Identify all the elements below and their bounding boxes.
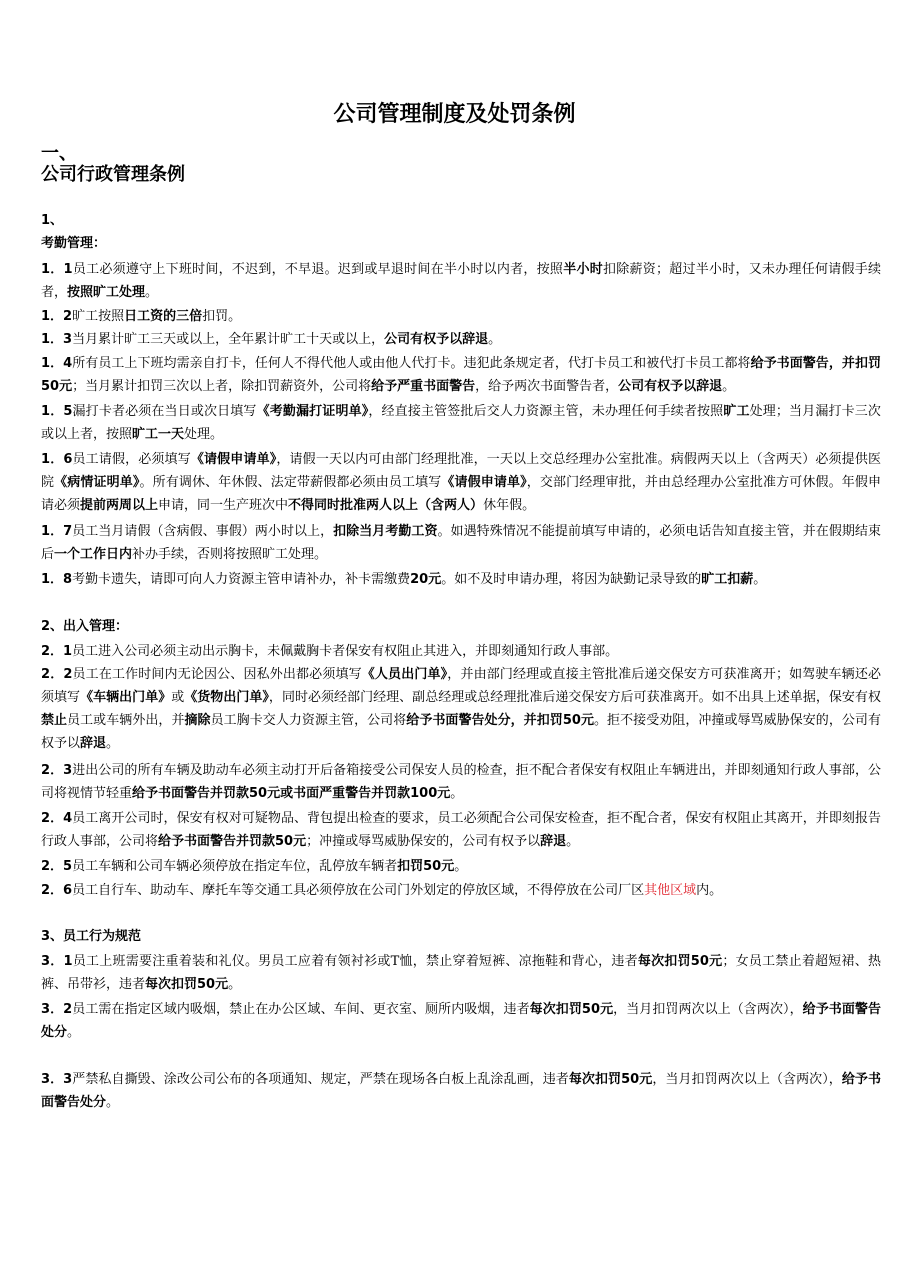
clause-text: 。	[106, 1095, 120, 1110]
clause-emphasis: 给予书面警告处分	[41, 1072, 881, 1110]
clause-emphasis: 《货物出门单》	[184, 690, 269, 705]
clause-emphasis: 20元	[410, 572, 442, 587]
clause-item	[41, 568, 881, 591]
clause-emphasis: 每次扣罚50元	[637, 954, 723, 969]
clause-number: 3．1	[41, 954, 73, 969]
clause-emphasis: 《请假申请单》	[441, 475, 527, 490]
clause-text: 员工胸卡交人力资源主管，公司将	[210, 713, 407, 728]
clause-item	[41, 855, 881, 878]
clause-text: ；冲撞或辱骂威胁保安的，公司有权予以	[306, 834, 541, 849]
clause-emphasis: 一个工作日内	[54, 547, 133, 562]
clause-emphasis: 《考勤漏打证明单》	[256, 404, 369, 419]
clause-text: 。所有调休、年休假、法定带薪假都必须由员工填写	[139, 475, 442, 490]
clause-number: 2．5	[41, 859, 73, 874]
clause-text: ；当月累计扣罚三次以上者，除扣罚薪资外，公司将	[72, 379, 372, 394]
clause-emphasis: 给予书面警告并罚款50元或书面严重警告并罚款100元	[132, 786, 451, 801]
clause-text: 严禁私自撕毁、涂改公司公布的各项通知、规定，严禁在现场各白板上乱涂乱画，违者	[72, 1072, 569, 1087]
clause-emphasis: 每次扣罚50元	[145, 977, 229, 992]
clause-text: ，当月扣罚两次以上（含两次），	[613, 1002, 803, 1017]
clause-number: 1．6	[41, 452, 73, 467]
clause-text: 。	[106, 736, 120, 751]
clause-text: 。	[722, 379, 736, 394]
clause-number: 2．1	[41, 644, 73, 659]
clause-item	[41, 663, 881, 755]
clause-emphasis: 摘除	[184, 713, 211, 728]
clause-text: 。	[753, 572, 767, 587]
clause-highlight: 其他区域	[644, 883, 697, 898]
clause-text: 员工在工作时间内无论因公、因私外出都必须填写	[72, 667, 362, 682]
clause-number: 1．4	[41, 356, 73, 371]
clause-number: 3．3	[41, 1072, 73, 1087]
clause-text: 。	[488, 332, 502, 347]
clause-text: 。	[454, 859, 468, 874]
clause-text: 员工自行车、助动车、摩托车等交通工具必须停放在公司门外划定的停放区域，不得停放在公司厂区	[72, 883, 645, 898]
clause-text: 员工车辆和公司车辆必须停放在指定车位，乱停放车辆者	[72, 859, 398, 874]
clause-text: ，交部门经理审批，并由总经理办公室批准方可休假。年假申请必须	[41, 475, 881, 513]
clause-text: ，同时必须经部门经理、副总经理或总经理批准后递交保安方后可获准离开。如不出具上述单据，保安有权	[268, 690, 881, 705]
clause-number: 1．5	[41, 404, 73, 419]
clause-emphasis: 不得同时批准两人以上（含两人）	[288, 498, 484, 513]
clause-item	[41, 998, 881, 1044]
clause-text: 。	[566, 834, 580, 849]
clause-text: 休年假。	[483, 498, 536, 513]
clause-text: 补办手续，否则将按照旷工处理。	[132, 547, 328, 562]
clause-emphasis: 每次扣罚50元	[568, 1072, 653, 1087]
clause-text: 。如遇特殊情况不能提前填写申请的，必须电话告知直接主管，并在假期结束后	[41, 524, 881, 562]
clause-text: ，当月扣罚两次以上（含两次），	[652, 1072, 842, 1087]
subsection-number: 1、	[41, 213, 64, 228]
clause-emphasis: 给予书面警告，并扣罚50元	[41, 356, 881, 394]
clause-number: 1．3	[41, 332, 73, 347]
clause-number: 1．7	[41, 524, 73, 539]
clause-number: 1．2	[41, 309, 73, 324]
clause-text: ，并由部门经理或直接主管批准后递交保安方可获准离开；如驾驶车辆还必须填写	[41, 667, 881, 705]
clause-item	[41, 448, 881, 517]
clause-text: 处理。	[184, 427, 224, 442]
clause-item	[41, 640, 881, 663]
clause-number: 2．6	[41, 883, 73, 898]
clause-item	[41, 328, 881, 351]
clause-text: 。	[228, 977, 242, 992]
clause-text: 或	[171, 690, 185, 705]
clause-emphasis: 扣罚50元	[397, 859, 455, 874]
clause-emphasis: 禁止	[41, 713, 68, 728]
clause-text: 员工需在指定区域内吸烟，禁止在办公区域、车间、更衣室、厕所内吸烟，违者	[72, 1002, 530, 1017]
clause-emphasis: 旷工一天	[132, 427, 185, 442]
clause-emphasis: 公司有权予以辞退	[618, 379, 723, 394]
clause-number: 1．1	[41, 262, 73, 277]
clause-text: 扣罚。	[202, 309, 242, 324]
clause-text: ；女员工禁止着超短裙、热裤、吊带衫，违者	[41, 954, 882, 992]
clause-item	[41, 305, 881, 328]
clause-emphasis: 给予书面警告处分	[41, 1002, 881, 1040]
clause-text: 当月累计旷工三天或以上，全年累计旷工十天或以上，	[72, 332, 385, 347]
clause-text: 。拒不接受劝阻，冲撞或辱骂威胁保安的，公司有权予以	[41, 713, 881, 751]
clause-emphasis: 《请假申请单》	[190, 452, 277, 467]
clause-emphasis: 辞退	[80, 736, 107, 751]
clause-number: 2．3	[41, 763, 73, 778]
clause-emphasis: 日工资的三倍	[124, 309, 203, 324]
clause-emphasis: 《人员出门单》	[361, 667, 448, 682]
clause-text: 漏打卡者必须在当日或次日填写	[72, 404, 257, 419]
clause-emphasis: 辞退	[540, 834, 567, 849]
clause-text: 员工进入公司必须主动出示胸卡，未佩戴胸卡者保安有权阻止其进入，并即刻通知行政人事部。	[72, 644, 619, 659]
clause-item	[41, 400, 881, 446]
clause-text: 处理；当月漏打卡三次或以上者，按照	[41, 404, 881, 442]
clause-item	[41, 807, 881, 853]
clause-number: 2．2	[41, 667, 73, 682]
clause-item	[41, 759, 881, 805]
clause-text: 。如不及时申请办理，将因为缺勤记录导致的	[441, 572, 702, 587]
clause-number: 3．2	[41, 1002, 73, 1017]
section-heading: 公司行政管理条例	[41, 164, 185, 185]
clause-text: 申请，同一生产班次中	[158, 498, 289, 513]
clause-number: 2．4	[41, 811, 73, 826]
clause-item	[41, 879, 881, 902]
clause-text: 旷工按照	[72, 309, 125, 324]
section-number: 一、	[41, 143, 77, 164]
clause-text: 员工请假，必须填写	[72, 452, 191, 467]
clause-text: 所有员工上下班均需亲自打卡，任何人不得代他人或由他人代打卡。违犯此条规定者，代打卡员工和被代打卡员工都将	[72, 356, 751, 371]
subsection-heading-attendance: 考勤管理：	[41, 236, 107, 251]
clause-emphasis: 旷工	[723, 404, 750, 419]
clause-text: 进出公司的所有车辆及助动车必须主动打开后备箱接受公司保安人员的检查，拒不配合者保安有权阻止车辆进出，并即刻通知行政人事部，公司将视情节轻重	[41, 763, 881, 801]
clause-emphasis: 给予严重书面警告	[371, 379, 476, 394]
clause-item	[41, 520, 881, 566]
subsection-heading-access: 2、出入管理：	[41, 619, 129, 634]
clause-text: 员工必须遵守上下班时间，不迟到，不早退。迟到或早退时间在半小时以内者，按照	[72, 262, 564, 277]
clause-text: 员工上班需要注重着装和礼仪。男员工应着有领衬衫或T恤，禁止穿着短裤、凉拖鞋和背心，违者	[72, 954, 638, 969]
clause-number: 1．8	[41, 572, 73, 587]
subsection-heading-conduct: 3、员工行为规范	[41, 929, 142, 944]
clause-emphasis: 公司有权予以辞退	[384, 332, 489, 347]
clause-text: 。	[450, 786, 464, 801]
clause-emphasis: 每次扣罚50元	[529, 1002, 614, 1017]
clause-text: 。	[67, 1025, 81, 1040]
clause-text: 考勤卡遗失，请即可向人力资源主管申请补办，补卡需缴费	[72, 572, 411, 587]
clause-emphasis: 旷工扣薪	[701, 572, 754, 587]
document-title: 公司管理制度及处罚条例	[333, 102, 576, 127]
clause-emphasis: 半小时	[563, 262, 603, 277]
clause-emphasis: 《车辆出门单》	[80, 690, 172, 705]
clause-emphasis: 给予书面警告并罚款50元	[158, 834, 307, 849]
clause-text: 员工离开公司时，保安有权对可疑物品、背包提出检查的要求，员工必须配合公司保安检查，拒不配合者，保安有权阻止其离开，并即刻报告行政人事部，公司将	[41, 811, 881, 849]
clause-text: 员工或车辆外出，并	[67, 713, 185, 728]
clause-emphasis: 《病情证明单》	[54, 475, 140, 490]
clause-emphasis: 扣除当月考勤工资	[333, 524, 438, 539]
clause-item	[41, 950, 881, 996]
clause-text: 。	[145, 285, 159, 300]
clause-text: ，经直接主管签批后交人力资源主管，未办理任何手续者按照	[368, 404, 724, 419]
clause-text: ，给予两次书面警告者，	[475, 379, 619, 394]
clause-text: ，请假一天以内可由部门经理批准，一天以上交总经理办公室批准。病假两天以上（含两天）必须提供医院	[41, 452, 881, 490]
clause-emphasis: 给予书面警告处分，并扣罚50元	[406, 713, 595, 728]
clause-text: 员工当月请假（含病假、事假）两小时以上，	[72, 524, 334, 539]
clause-text: 内。	[696, 883, 723, 898]
clause-emphasis: 按照旷工处理	[67, 285, 146, 300]
clause-emphasis: 提前两周以上	[80, 498, 159, 513]
clause-item	[41, 258, 881, 304]
clause-item	[41, 1068, 881, 1114]
clause-text: 扣除薪资；超过半小时，又未办理任何请假手续者，	[41, 262, 881, 300]
clause-item	[41, 352, 881, 398]
